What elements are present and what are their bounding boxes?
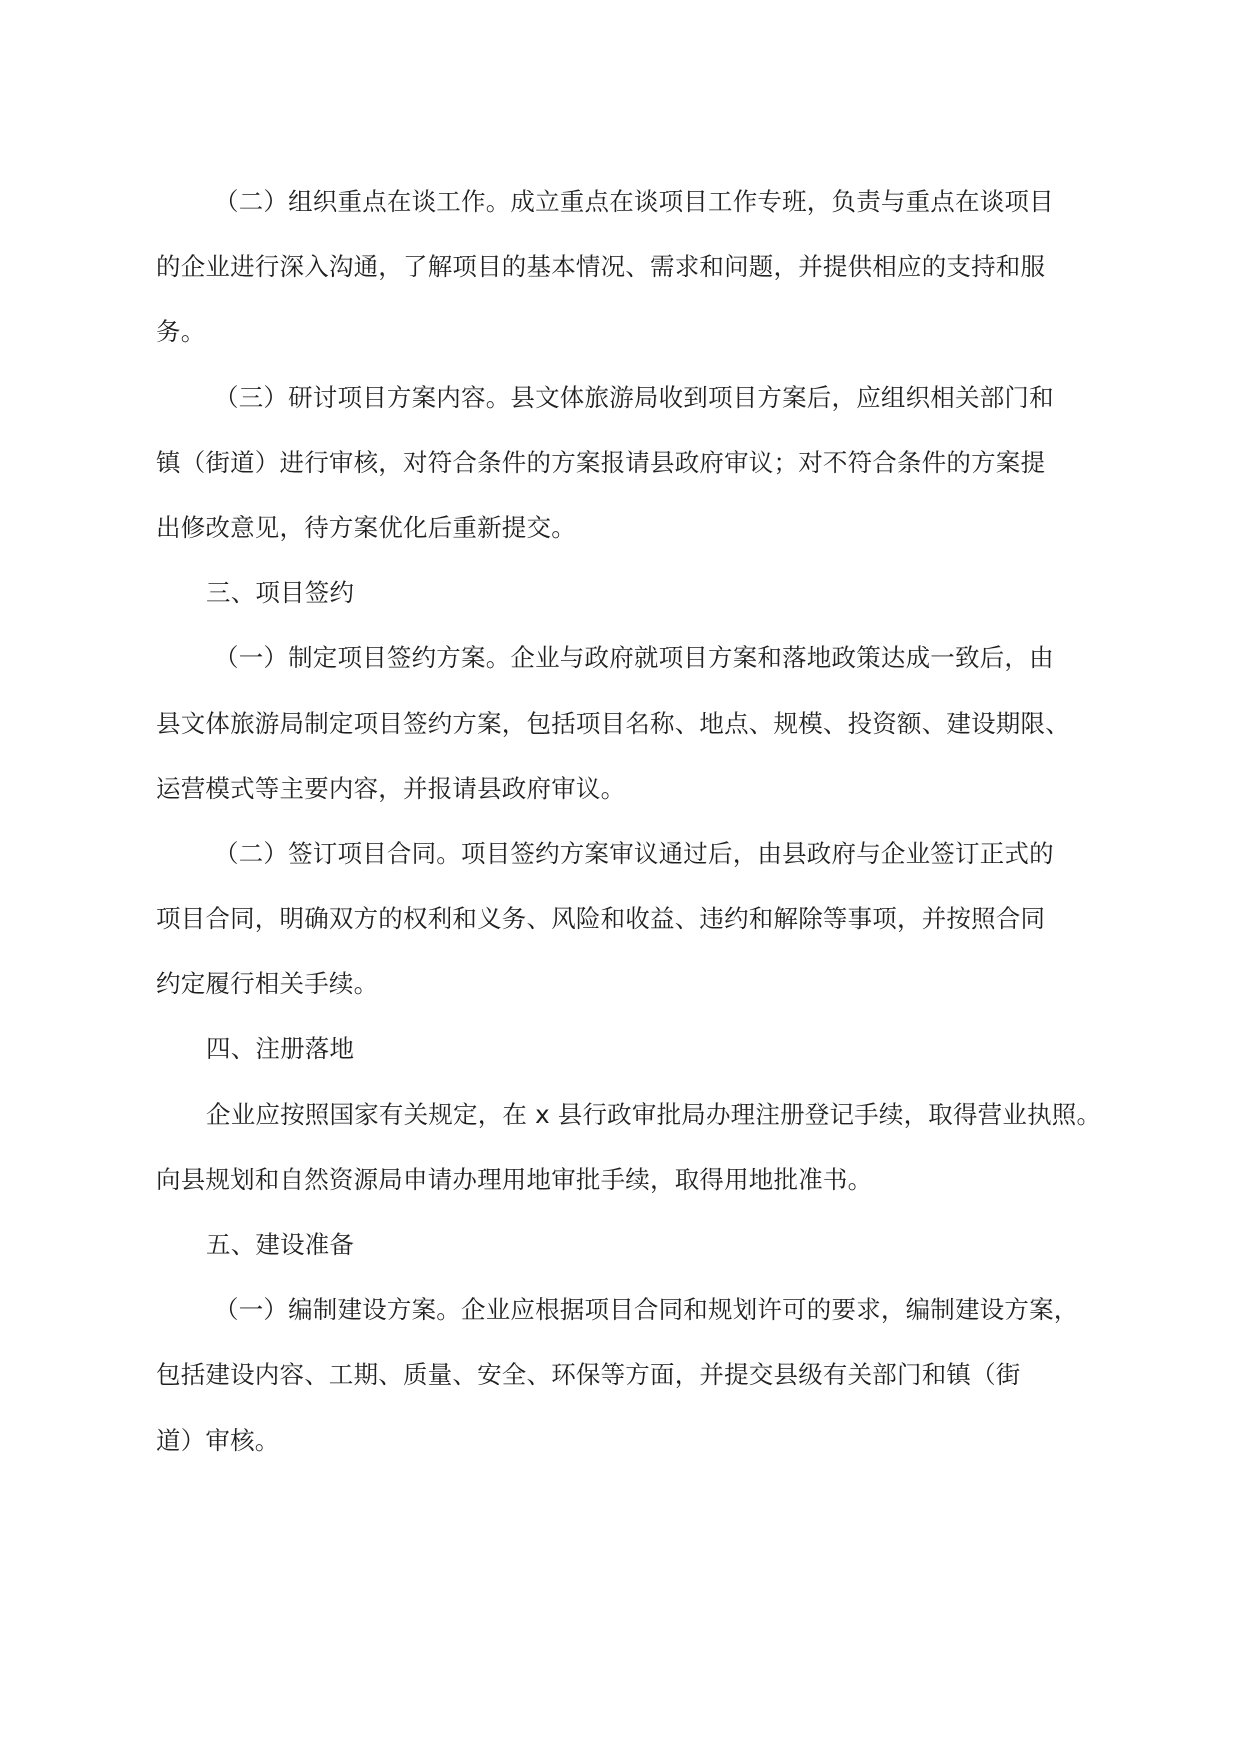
text-line: （一）制定项目签约方案。企业与政府就项目方案和落地政策达成一致后，由	[214, 643, 1054, 673]
text-line: 项目合同，明确双方的权利和义务、风险和收益、违约和解除等事项，并按照合同	[156, 904, 1046, 934]
text-line: 向县规划和自然资源局申请办理用地审批手续，取得用地批准书。	[156, 1164, 873, 1194]
text-line: 道）审核。	[156, 1425, 280, 1455]
section-heading: 三、项目签约	[206, 578, 355, 608]
text-line: 包括建设内容、工期、质量、安全、环保等方面，并提交县级有关部门和镇（街	[156, 1360, 1021, 1390]
text-line: 镇（街道）进行审核，对符合条件的方案报请县政府审议；对不符合条件的方案提	[156, 447, 1046, 477]
text-line: （二）组织重点在谈工作。成立重点在谈项目工作专班，负责与重点在谈项目	[214, 187, 1054, 216]
text-line: 运营模式等主要内容，并报请县政府审议。	[156, 773, 626, 803]
text-line: （三）研讨项目方案内容。县文体旅游局收到项目方案后，应组织相关部门和	[214, 382, 1054, 412]
section-heading: 五、建设准备	[206, 1230, 355, 1259]
text-line: （二）签订项目合同。项目签约方案审议通过后，由县政府与企业签订正式的	[214, 838, 1054, 868]
text-line: 的企业进行深入沟通，了解项目的基本情况、需求和问题，并提供相应的支持和服	[156, 252, 1046, 282]
document-body	[156, 187, 1102, 1491]
text-line: 企业应按照国家有关规定，在 x 县行政审批局办理注册登记手续，取得营业执照。	[206, 1099, 1102, 1129]
text-line: 约定履行相关手续。	[156, 969, 379, 999]
text-line: 县文体旅游局制定项目签约方案，包括项目名称、地点、规模、投资额、建设期限、	[156, 708, 1070, 738]
text-line: （一）编制建设方案。企业应根据项目合同和规划许可的要求，编制建设方案，	[214, 1295, 1079, 1325]
text-line: 务。	[156, 317, 206, 347]
text-line: 出修改意见，待方案优化后重新提交。	[156, 512, 576, 542]
section-heading: 四、注册落地	[206, 1034, 355, 1064]
